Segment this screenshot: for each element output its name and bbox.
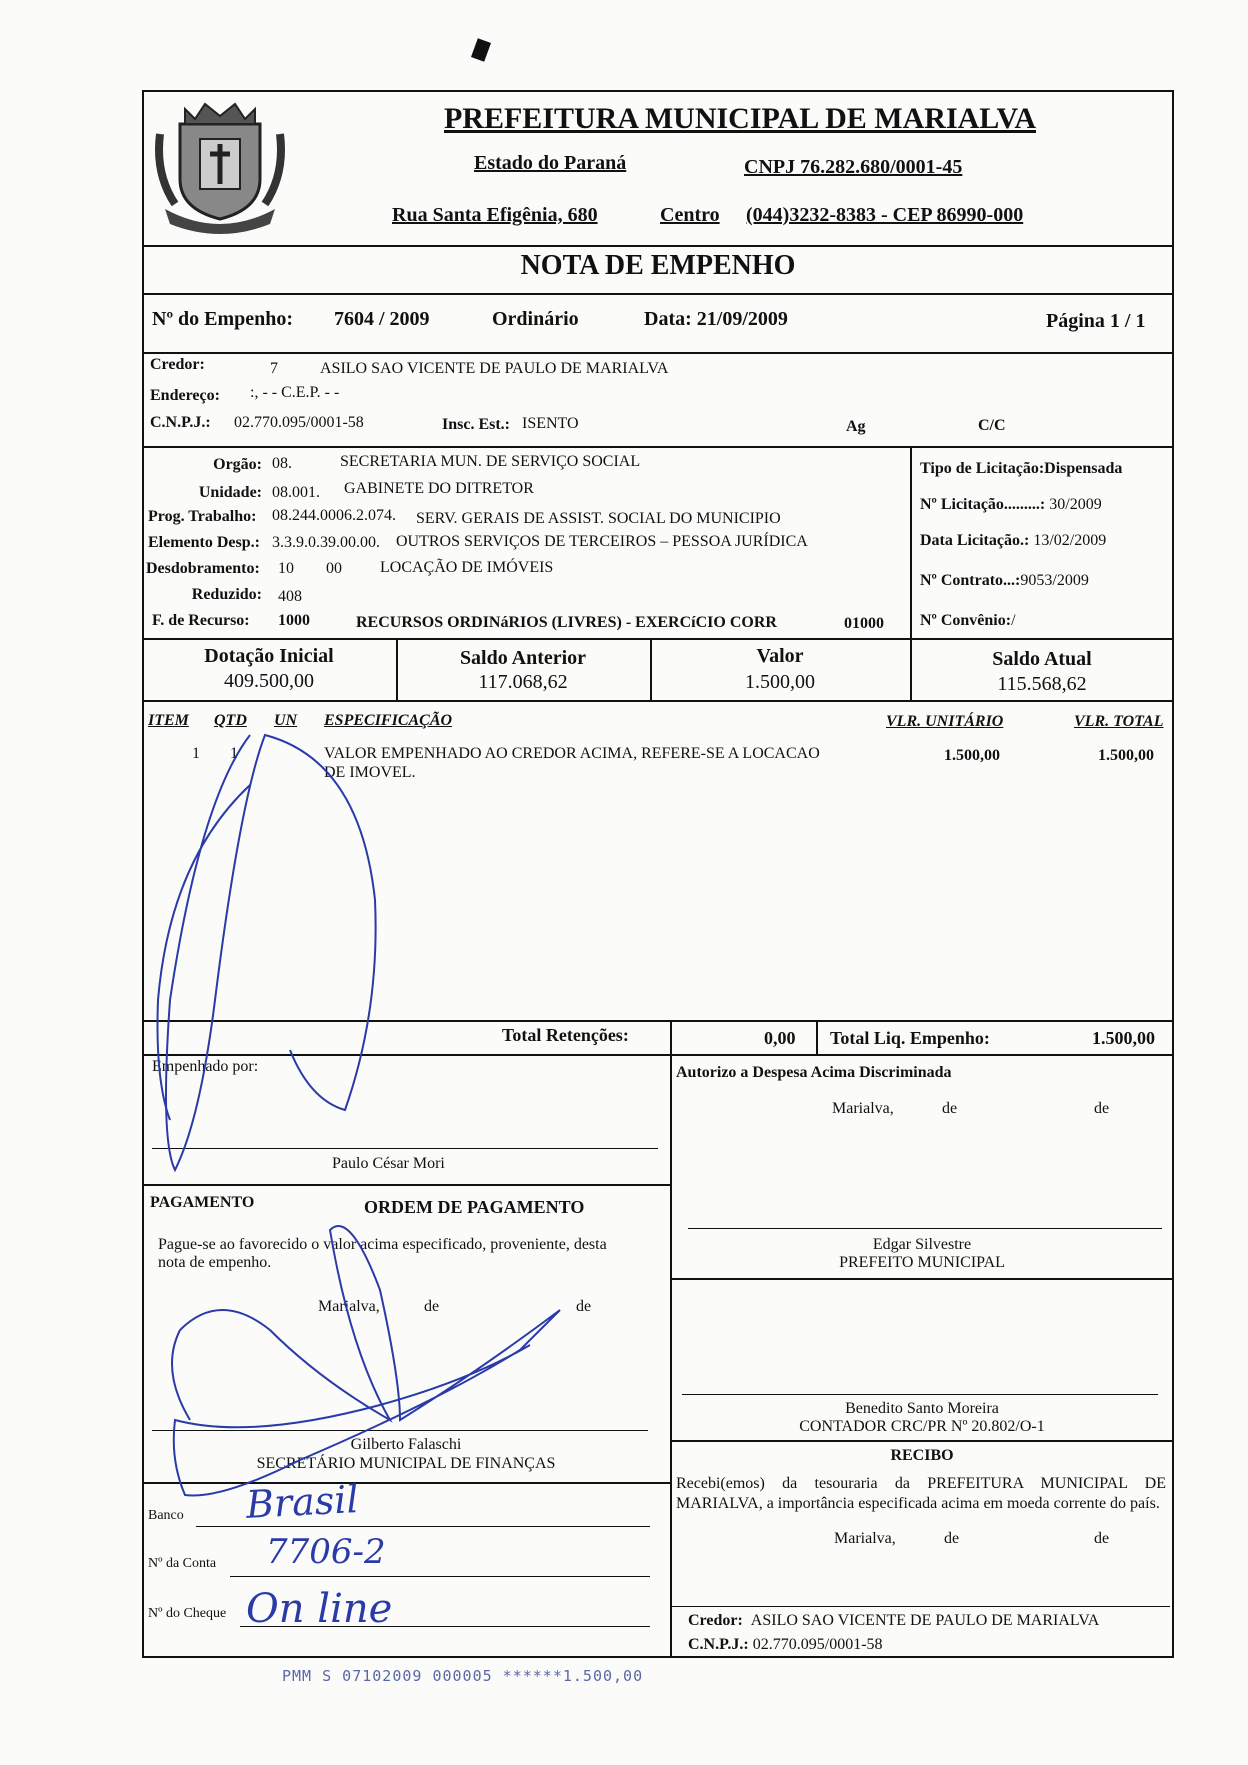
ag-label: Ag (846, 418, 866, 435)
secretario-name: Gilberto Falaschi (350, 1436, 462, 1453)
cnpj-header: CNPJ 76.282.680/0001-45 (744, 156, 963, 178)
autorizo-de2: de (1094, 1100, 1110, 1117)
recurso-label: F. de Recurso: (152, 612, 250, 629)
contador-role: CONTADOR CRC/PR Nº 20.802/O-1 (799, 1418, 1045, 1435)
empenhado-name: Paulo César Mori (332, 1155, 445, 1172)
state-label: Estado do Paraná (474, 152, 627, 174)
contador-name: Benedito Santo Moreira (845, 1400, 999, 1417)
unidade-name: GABINETE DO DITRETOR (344, 480, 534, 497)
recibo-credor: ASILO SAO VICENTE DE PAULO DE MARIALVA (750, 1612, 1100, 1629)
elemento-code: 3.3.9.0.39.00.00. (272, 534, 380, 551)
recurso-name: RECURSOS ORDINáRIOS (LIVRES) - EXERCíCIO CORR (356, 614, 777, 631)
reduzido-value: 408 (278, 588, 302, 605)
recurso-num: 01000 (844, 615, 884, 632)
licitacao-numero: 30/2009 (1049, 496, 1102, 513)
convenio-value: / (1011, 612, 1016, 629)
desdob-label: Desdobramento: (146, 560, 260, 577)
recibo-text: Recebi(emos) da tesouraria da PREFEITURA MUNICIPAL DE MARIALVA, a importância especificada acima em moeda corrente do país. (676, 1475, 1166, 1512)
pagamento-de2: de (576, 1298, 592, 1315)
recibo-credor-label: Credor: (688, 1612, 743, 1629)
liq-value: 1.500,00 (1092, 1028, 1155, 1048)
pagamento-text1: Pague-se ao favorecido o valor acima especificado, proveniente, desta (158, 1236, 607, 1253)
orgao-code: 08. (272, 455, 292, 472)
contrato-value: 9053/2009 (1020, 572, 1089, 589)
recibo-de2: de (1094, 1530, 1110, 1547)
district-text: Centro (660, 204, 720, 226)
col-total: VLR. TOTAL (1074, 713, 1164, 730)
phone-cep-text: (044)3232-8383 - CEP 86990-000 (746, 204, 1024, 226)
cc-label: C/C (978, 417, 1006, 434)
licitacao-tipo: Tipo de Licitação:Dispensada (920, 460, 1123, 477)
credor-code: 7 (270, 360, 278, 377)
autorizo-de1: de (942, 1100, 958, 1117)
ordem-label: ORDEM DE PAGAMENTO (364, 1197, 585, 1217)
row-item: 1 (192, 745, 200, 762)
pagamento-label: PAGAMENTO (150, 1194, 255, 1211)
elemento-name: OUTROS SERVIÇOS DE TERCEIROS – PESSOA JURÍDICA (396, 533, 808, 550)
row-spec-line2: DE IMOVEL. (324, 764, 416, 781)
anterior-label: Saldo Anterior (459, 647, 587, 669)
empenhado-label: Empenhado por: (152, 1058, 259, 1075)
credor-name: ASILO SAO VICENTE DE PAULO DE MARIALVA (320, 360, 669, 377)
municipality-title: PREFEITURA MUNICIPAL DE MARIALVA (443, 102, 1037, 135)
secretario-role: SECRETÁRIO MUNICIPAL DE FINANÇAS (256, 1455, 556, 1472)
autorizo-city: Marialva, (832, 1100, 894, 1117)
col-item: ITEM (148, 712, 189, 729)
recibo-city: Marialva, (834, 1530, 896, 1547)
recurso-code: 1000 (278, 612, 310, 629)
credor-cnpj-label: C.N.P.J.: (150, 414, 211, 431)
col-unit: VLR. UNITÁRIO (886, 713, 1004, 730)
cheque-label: Nº do Cheque (148, 1606, 227, 1621)
empenho-date: Data: 21/09/2009 (644, 308, 788, 330)
unidade-code: 08.001. (272, 484, 320, 501)
liq-label: Total Liq. Empenho: (830, 1028, 990, 1048)
retencoes-value: 0,00 (764, 1028, 796, 1048)
empenho-number-label: Nº do Empenho: (152, 308, 294, 330)
prog-code: 08.244.0006.2.074. (272, 507, 396, 524)
row-total: 1.500,00 (1098, 747, 1154, 764)
desdob-a: 10 (278, 560, 294, 577)
unidade-label: Unidade: (198, 484, 262, 501)
anterior-value: 117.068,62 (478, 671, 568, 693)
prog-name: SERV. GERAIS DE ASSIST. SOCIAL DO MUNICIPIO (416, 510, 781, 527)
orgao-label: Orgão: (213, 456, 262, 473)
insc-value: ISENTO (522, 415, 579, 432)
pagamento-text2: nota de empenho. (158, 1254, 272, 1271)
col-qtd: QTD (214, 712, 247, 729)
page-number: Página 1 / 1 (1046, 310, 1146, 332)
valor-label: Valor (756, 645, 804, 667)
row-qtd: 1 (230, 745, 238, 762)
atual-label: Saldo Atual (992, 648, 1092, 670)
cheque-handwritten: On line (246, 1586, 393, 1632)
licitacao-data: 13/02/2009 (1033, 532, 1107, 549)
retencoes-label: Total Retenções: (502, 1025, 629, 1045)
credor-label: Credor: (150, 356, 205, 373)
dotacao-label: Dotação Inicial (204, 645, 334, 667)
document-title: NOTA DE EMPENHO (520, 250, 796, 281)
credor-cnpj: 02.770.095/0001-58 (234, 414, 364, 431)
prefeito-role: PREFEITO MUNICIPAL (839, 1254, 1005, 1271)
recibo-label: RECIBO (890, 1447, 954, 1464)
autorizo-label: Autorizo a Despesa Acima Discriminada (676, 1064, 952, 1081)
elemento-label: Elemento Desp.: (148, 534, 260, 551)
banco-label: Banco (148, 1508, 184, 1523)
dotacao-value: 409.500,00 (224, 670, 314, 692)
row-unit: 1.500,00 (944, 747, 1000, 764)
prog-label: Prog. Trabalho: (148, 508, 257, 525)
empenho-type: Ordinário (492, 308, 579, 330)
col-un: UN (274, 712, 298, 729)
print-stamp: PMM S 07102009 000005 ******1.500,00 (282, 1667, 644, 1685)
pagamento-de1: de (424, 1298, 440, 1315)
endereco-label: Endereço: (150, 387, 220, 404)
endereco-value: :, - - C.E.P. - - (250, 384, 340, 401)
address-text: Rua Santa Efigênia, 680 (392, 204, 598, 226)
convenio-label: Nº Convênio: (920, 612, 1012, 629)
contrato-label: Nº Contrato...: (920, 572, 1021, 589)
insc-label: Insc. Est.: (442, 416, 511, 433)
desdob-name: LOCAÇÃO DE IMÓVEIS (380, 559, 554, 576)
recibo-de1: de (944, 1530, 960, 1547)
conta-handwritten: 7706-2 (266, 1532, 386, 1572)
reduzido-label: Reduzido: (191, 586, 262, 603)
pagamento-city: Marialva, (318, 1298, 380, 1315)
orgao-name: SECRETARIA MUN. DE SERVIÇO SOCIAL (340, 453, 641, 470)
conta-label: Nº da Conta (148, 1556, 217, 1571)
desdob-b: 00 (326, 560, 342, 577)
empenho-number: 7604 / 2009 (334, 308, 430, 330)
valor-value: 1.500,00 (745, 671, 815, 693)
recibo-cnpj: 02.770.095/0001-58 (752, 1636, 883, 1653)
licitacao-numero-label: Nº Licitação.........: (920, 496, 1046, 513)
col-spec: ESPECIFICAÇÃO (324, 712, 453, 729)
row-spec-line1: VALOR EMPENHADO AO CREDOR ACIMA, REFERE-SE A LOCACAO (324, 745, 820, 762)
atual-value: 115.568,62 (997, 673, 1087, 695)
licitacao-data-label: Data Licitação.: (920, 532, 1030, 549)
recibo-cnpj-label: C.N.P.J.: (688, 1636, 749, 1653)
prefeito-name: Edgar Silvestre (872, 1236, 972, 1253)
banco-handwritten: Brasil (244, 1477, 360, 1527)
